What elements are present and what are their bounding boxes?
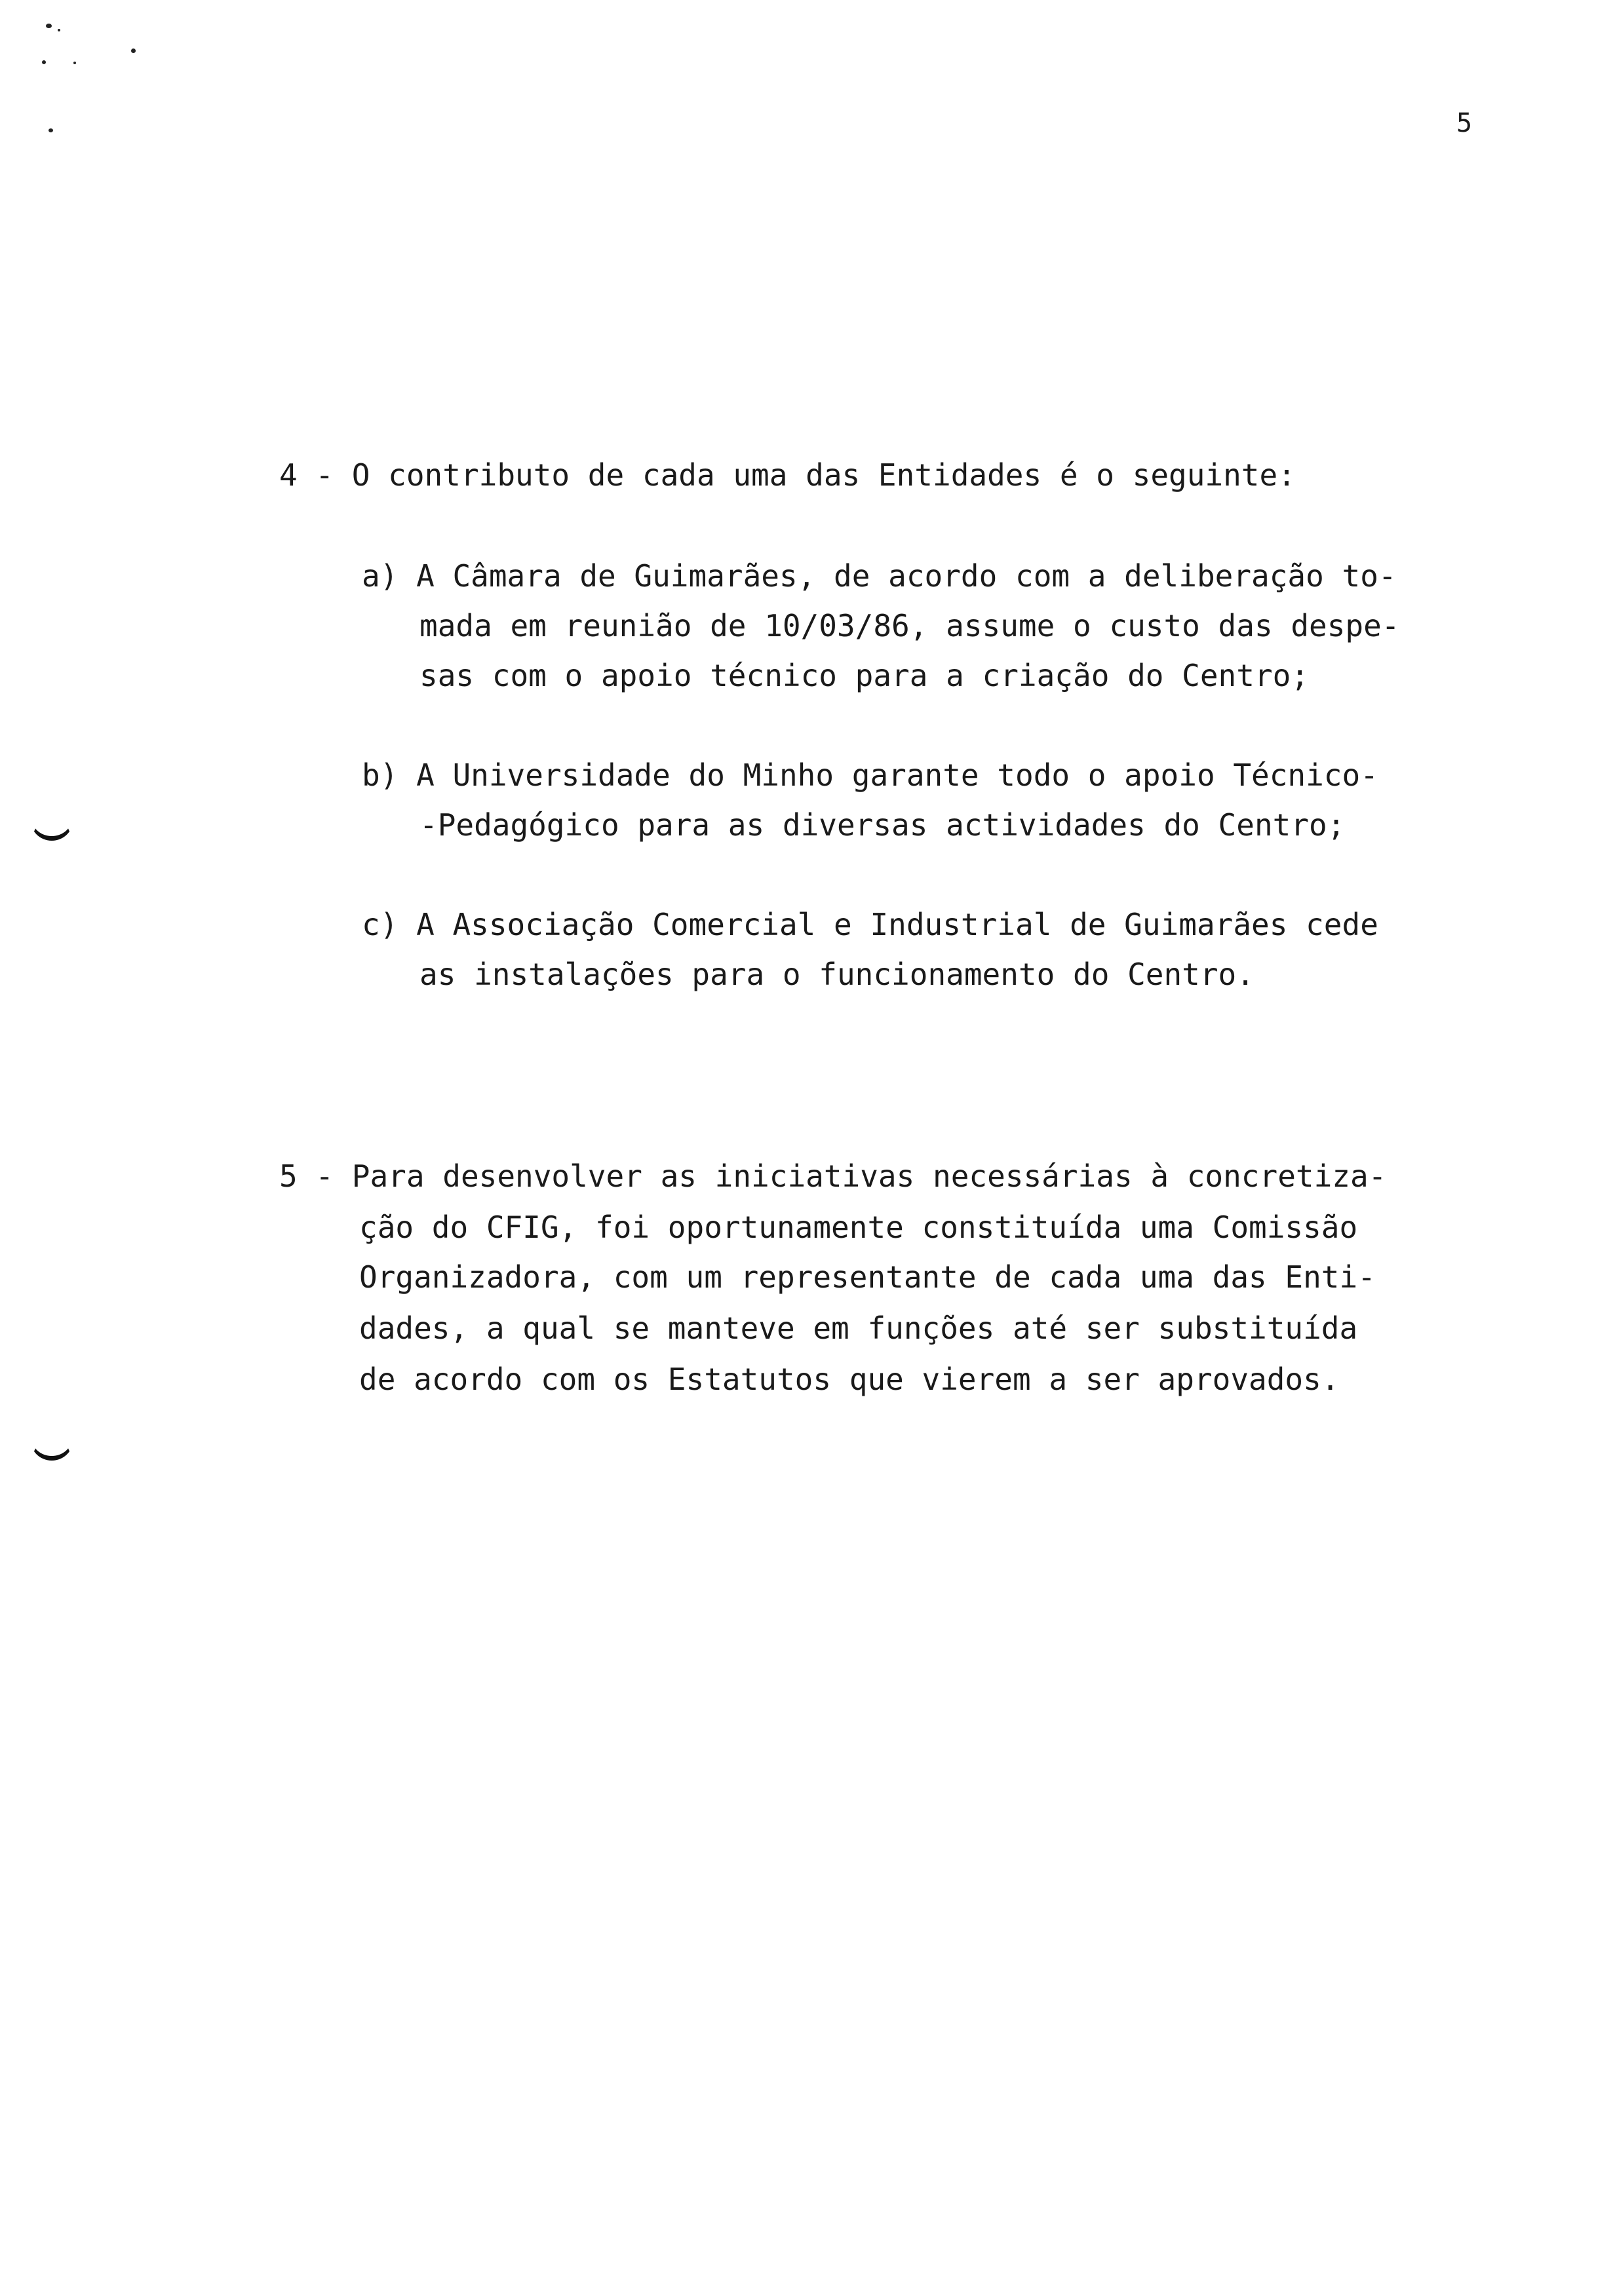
item-4a-line-1: a) A Câmara de Guimarães, de acordo com a deliberação to- [362,558,1397,594]
item-4c-line-2: as instalações para o funcionamento do Centro. [419,957,1255,992]
item-5-line-3: Organizadora, com um representante de cada uma das Enti- [359,1259,1376,1295]
item-5-line-1: 5 - Para desenvolver as iniciativas necessárias à concretiza- [279,1158,1387,1194]
page-number: 5 [1456,108,1473,138]
scan-speck [58,29,60,31]
item-5-line-4: dades, a qual se manteve em funções até ser substituída [359,1311,1358,1346]
scan-speck [46,24,52,28]
item-4c-line-1: c) A Associação Comercial e Industrial de Guimarães cede [362,907,1378,942]
punch-hole-mark [30,816,73,841]
item-5-line-5: de acordo com os Estatutos que vierem a ser aprovados. [359,1362,1340,1397]
scan-speck [73,62,76,64]
item-4b-line-2: -Pedagógico para as diversas actividades do Centro; [419,807,1346,843]
scan-speck [42,60,46,64]
scan-speck [49,128,53,132]
scan-speck [131,48,136,53]
item-4-intro: 4 - O contributo de cada uma das Entidades é o seguinte: [279,457,1296,493]
item-4a-line-2: mada em reunião de 10/03/86, assume o custo das despe- [419,608,1400,643]
item-4b-line-1: b) A Universidade do Minho garante todo o apoio Técnico- [362,757,1378,793]
item-5-line-2: ção do CFIG, foi oportunamente constituída uma Comissão [359,1210,1358,1245]
item-4a-line-3: sas com o apoio técnico para a criação do Centro; [419,658,1310,693]
punch-hole-mark [30,1436,73,1461]
